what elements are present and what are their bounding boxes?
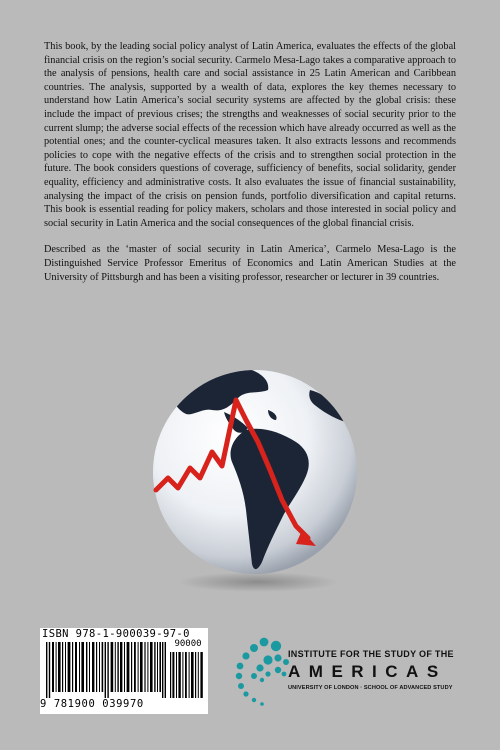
globe-shadow bbox=[178, 572, 338, 592]
ean-barcode bbox=[46, 642, 166, 698]
dotted-arc-logo-icon bbox=[234, 634, 290, 714]
barcode-panel bbox=[40, 628, 208, 714]
blurb-paragraph-author: Described as the ‘master of social security in Latin America’, Carmelo Mesa-Lago is the Distinguished Service Professor Emeritus of Economics and Latin American Studies at the University of Pittsburgh and has been a visiting professor, researcher or lecturer in 39 countries. bbox=[44, 244, 456, 283]
ean-number: 9 781900 039970 bbox=[40, 698, 144, 710]
globe-with-declining-arrow-icon bbox=[150, 350, 360, 600]
blurb-text bbox=[44, 40, 456, 297]
institute-affiliation: UNIVERSITY OF LONDON · SCHOOL OF ADVANCED STUDY bbox=[288, 685, 453, 691]
addon-barcode bbox=[170, 652, 204, 698]
isbn-label: ISBN 978-1-900039-97-0 bbox=[42, 628, 190, 640]
globe-illustration bbox=[150, 350, 360, 600]
institute-name-line2: AMERICAS bbox=[288, 662, 447, 681]
barcode-addon-number: 90000 bbox=[174, 639, 202, 649]
institute-name-line1: INSTITUTE FOR THE STUDY OF THE bbox=[288, 649, 454, 659]
blurb-paragraph-description: This book, by the leading social policy analyst of Latin America, evaluates the effects of the global financial crisis on the region’s social security. Carmelo Mesa-Lago takes a comparative approach to the analysis of pensions, health care and social assistance in 25 Latin American and Caribbean countries. The analysis, supported by a wealth of data, explores the key themes necessary to understand how Latin America’s social security systems are affected by the global crisis: these include the impact of previous crises; the strengths and weaknesses of social security prior to the current slump; the adverse social effects of the recession which have already occurred as well as the potential ones; and the counter-cyclical measures taken. It also extracts lessons and recommends policies to cope with the negative effects of the crisis and to strengthen social protection in the future. The book considers questions of coverage, sufficiency of benefits, social solidarity, gender equality, efficiency and administrative costs. It also evaluates the issue of financial sustainability, analysing the impact of the crisis on pension funds, portfolio diversification and capital returns. This book is essential reading for policy makers, scholars and those interested in social policy and social security in Latin America and the social consequences of the global financial crisis. bbox=[44, 41, 456, 229]
